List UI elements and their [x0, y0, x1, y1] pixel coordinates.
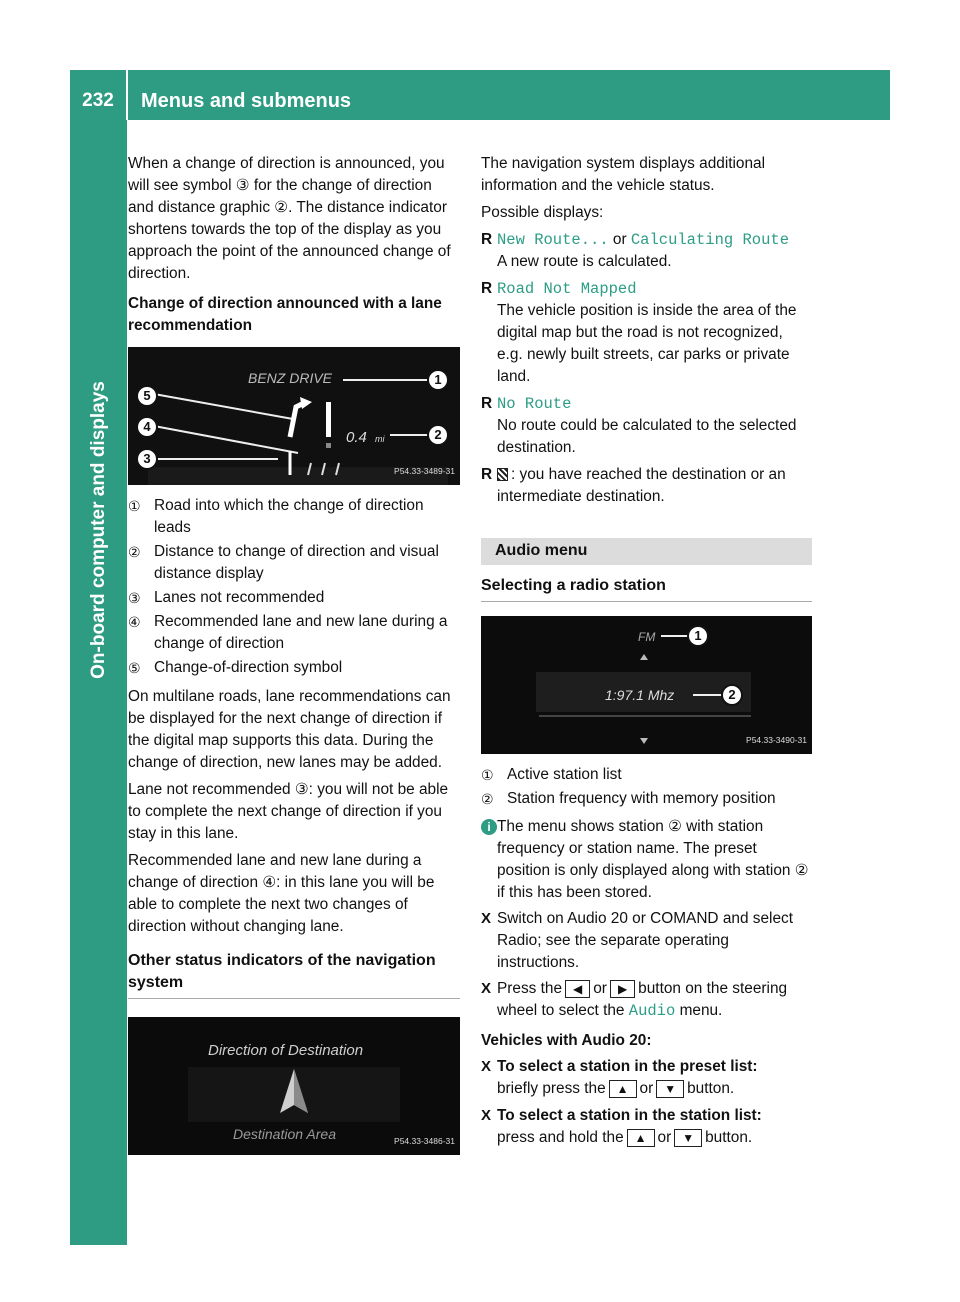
- step-arrow-icon: X: [481, 980, 492, 997]
- destination-area-label: Destination Area: [233, 1126, 336, 1142]
- road-not-mapped-desc: The vehicle position is inside the area of the digital map but the road is not recognized, e.g. newly built streets, car parks or private land.: [497, 302, 797, 385]
- left-key-icon: ◀: [565, 980, 590, 998]
- legend-number: ①: [481, 767, 494, 783]
- nav-info-paragraph: The navigation system displays additional information and the vehicle status.: [481, 155, 766, 194]
- header-divider: [126, 70, 128, 120]
- side-tab: [70, 120, 127, 1245]
- legend-number: ④: [128, 614, 141, 630]
- figure-id: P54.33-3489-31: [394, 466, 455, 476]
- select-radio-heading: Selecting a radio station: [481, 575, 812, 602]
- vehicles-audio20-heading: Vehicles with Audio 20:: [481, 1032, 652, 1049]
- right-key-icon: ▶: [610, 980, 635, 998]
- step-text: Switch on Audio 20 or COMAND and select Radio; see the separate operating instructions.: [497, 910, 793, 971]
- info-text: The menu shows station ② with station frequency or station name. The preset position is only displayed along with station ② if this has been stored.: [497, 818, 809, 901]
- list-item: R Road Not Mapped: [481, 280, 637, 298]
- list-item: R : you have reached the destination or an intermediate destination.: [481, 466, 786, 505]
- legend-item: [481, 764, 812, 786]
- legend-text: Station frequency with memory position: [507, 790, 776, 807]
- lane-not-recommended-paragraph: Lane not recommended ③: you will not be able to complete the next change of direction if you stay in this lane.: [128, 781, 449, 842]
- direction-title: Direction of Destination: [208, 1042, 364, 1059]
- legend-item: [128, 611, 460, 655]
- callout-badge-1: 1: [687, 625, 709, 647]
- station-list-instruction: press and hold the ▲ or ▼ button.: [497, 1129, 753, 1146]
- legend-text: Road into which the change of direction leads: [154, 497, 424, 536]
- page-number: 232: [82, 90, 114, 111]
- step-item: X Press the ◀ or ▶ button on the steering wheel to select the Audio menu.: [481, 980, 788, 1020]
- legend-item: [128, 541, 460, 585]
- intro-paragraph: When a change of direction is announced, you will see symbol ③ for the change of direction and distance graphic ②. The distance indicator shortens towards the top of the display as you approach the point of the announced change of direction.: [128, 155, 451, 282]
- legend-number: ②: [481, 791, 494, 807]
- figure-id: P54.33-3486-31: [394, 1136, 455, 1146]
- info-icon: i: [481, 819, 497, 835]
- callout-badge-1: 1: [427, 369, 449, 391]
- possible-displays-label: Possible displays:: [481, 204, 604, 221]
- preset-instruction: briefly press the ▲ or ▼ button.: [497, 1080, 735, 1097]
- legend-item: [128, 657, 460, 679]
- legend-text: Change-of-direction symbol: [154, 659, 343, 676]
- road-not-mapped-label: Road Not Mapped: [497, 280, 637, 298]
- multilane-paragraph: On multilane roads, lane recommendations can be displayed for the next change of direction if the digital map supports this data. During the change of direction, new lanes may be added.: [128, 688, 451, 771]
- audio-menu-label: Audio: [628, 1002, 676, 1020]
- preset-heading: To select a station in the preset list:: [497, 1058, 758, 1075]
- page-title: Menus and submenus: [141, 90, 352, 112]
- direction-of-destination-figure: [128, 1017, 460, 1155]
- up-key-icon: ▲: [627, 1129, 655, 1147]
- down-key-icon: ▼: [674, 1129, 702, 1147]
- step-item: [481, 908, 812, 974]
- legend-text: Active station list: [507, 766, 622, 783]
- calculating-route-label: Calculating Route: [630, 231, 790, 249]
- callout-badge-2: 2: [721, 684, 743, 706]
- distance-unit: mi: [375, 434, 385, 444]
- right-column: [481, 153, 812, 1154]
- legend-item: [481, 788, 812, 810]
- callout-badge-5: 5: [136, 385, 158, 407]
- up-key-icon: ▲: [609, 1080, 637, 1098]
- step-arrow-icon: X: [481, 1107, 492, 1124]
- radio-station-figure: [481, 616, 812, 754]
- step-arrow-icon: X: [481, 910, 492, 927]
- legend-text: Distance to change of direction and visual distance display: [154, 543, 439, 582]
- no-route-label: No Route: [497, 395, 572, 413]
- destination-flag-icon: [497, 468, 508, 481]
- lane-recommendation-figure: [128, 347, 460, 485]
- frequency-label: 1:97.1 Mhz: [605, 687, 675, 703]
- legend-item: [128, 587, 460, 609]
- down-key-icon: ▼: [656, 1080, 684, 1098]
- destination-desc: : you have reached the destination or an intermediate destination.: [497, 466, 786, 505]
- recommended-lane-paragraph: Recommended lane and new lane during a change of direction ④: in this lane you will be able to complete the next two changes of direction without changing lane.: [128, 852, 435, 935]
- band-label: FM: [638, 630, 656, 644]
- legend-text: Recommended lane and new lane during a change of direction: [154, 613, 448, 652]
- legend-number: ⑤: [128, 660, 141, 676]
- side-tab-label: On-board computer and displays: [87, 381, 109, 679]
- callout-badge-3: 3: [136, 448, 158, 470]
- other-status-heading: Other status indicators of the navigation system: [128, 950, 460, 999]
- new-route-label: New Route...: [497, 231, 609, 249]
- legend-text: Lanes not recommended: [154, 589, 325, 606]
- legend-item: [128, 495, 460, 539]
- left-column: [128, 153, 460, 1155]
- audio-menu-heading: Audio menu: [481, 538, 812, 565]
- legend-number: ①: [128, 498, 141, 514]
- figure-id: P54.33-3490-31: [746, 735, 807, 745]
- no-route-desc: No route could be calculated to the selected destination.: [497, 417, 797, 456]
- info-note: [481, 816, 812, 904]
- calculating-route-desc: A new route is calculated.: [497, 253, 672, 270]
- list-item: R No Route: [481, 395, 572, 413]
- legend-number: ②: [128, 544, 141, 560]
- station-list-heading: To select a station in the station list:: [497, 1107, 762, 1124]
- callout-badge-4: 4: [136, 416, 158, 438]
- step-arrow-icon: X: [481, 1058, 492, 1075]
- step-item: [481, 1056, 812, 1078]
- distance-value: 0.4: [346, 429, 367, 446]
- nav-title: BENZ DRIVE: [248, 370, 333, 386]
- lane-recommendation-heading: Change of direction announced with a lane recommendation: [128, 295, 442, 334]
- legend-number: ③: [128, 590, 141, 606]
- list-item: R New Route... or Calculating Route: [481, 231, 790, 249]
- callout-badge-2: 2: [427, 424, 449, 446]
- step-item: [481, 1105, 812, 1127]
